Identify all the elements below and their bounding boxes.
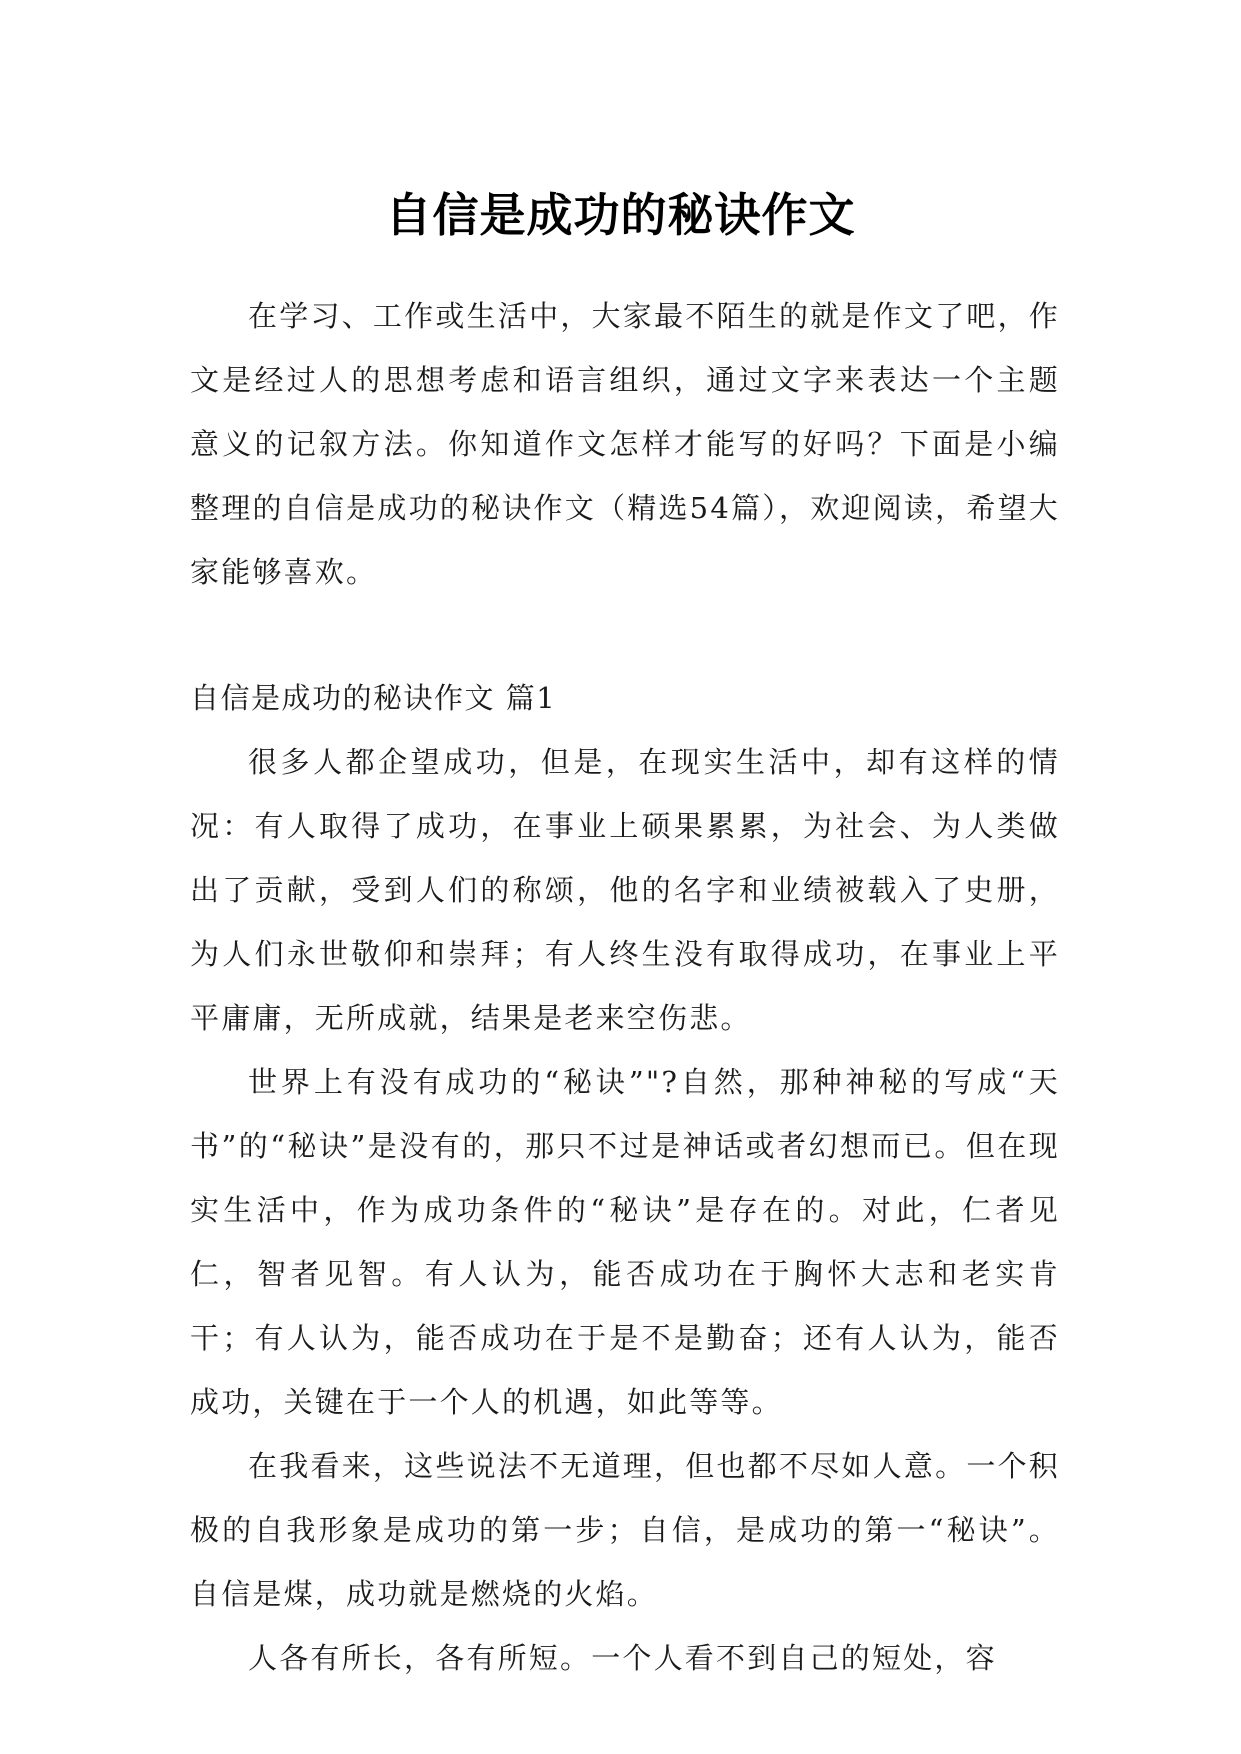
document-body [190,284,1060,1690]
body-paragraph-1: 很多人都企望成功，但是，在现实生活中，却有这样的情况：有人取得了成功，在事业上硕果累累，为社会、为人类做出了贡献，受到人们的称颂，他的名字和业绩被载入了史册，为人们永世敬仰和崇拜；有人终生没有取得成功，在事业上平平庸庸，无所成就，结果是老来空伤悲。 [190,745,1060,1035]
body-paragraph-2: 世界上有没有成功的“秘诀”"?自然，那种神秘的写成“天书”的“秘诀”是没有的，那只不过是神话或者幻想而已。但在现实生活中，作为成功条件的“秘诀”是存在的。对此，仁者见仁，智者见智。有人认为，能否成功在于胸怀大志和老实肯干；有人认为，能否成功在于是不是勤奋；还有人认为，能否成功，关键在于一个人的机遇，如此等等。 [190,1065,1060,1419]
intro-paragraph: 在学习、工作或生活中，大家最不陌生的就是作文了吧，作文是经过人的思想考虑和语言组织，通过文字来表达一个主题意义的记叙方法。你知道作文怎样才能写的好吗？下面是小编整理的自信是成功的秘诀作文（精选54篇），欢迎阅读，希望大家能够喜欢。 [190,299,1060,589]
body-paragraph-4: 人各有所长，各有所短。一个人看不到自己的短处，容 [248,1641,997,1675]
document-title: 自信是成功的秘诀作文 [385,187,856,242]
section-heading: 自信是成功的秘诀作文 篇1 [190,681,557,715]
body-paragraph-3: 在我看来，这些说法不无道理，但也都不尽如人意。一个积极的自我形象是成功的第一步；自信，是成功的第一“秘诀”。自信是煤，成功就是燃烧的火焰。 [190,1449,1060,1611]
